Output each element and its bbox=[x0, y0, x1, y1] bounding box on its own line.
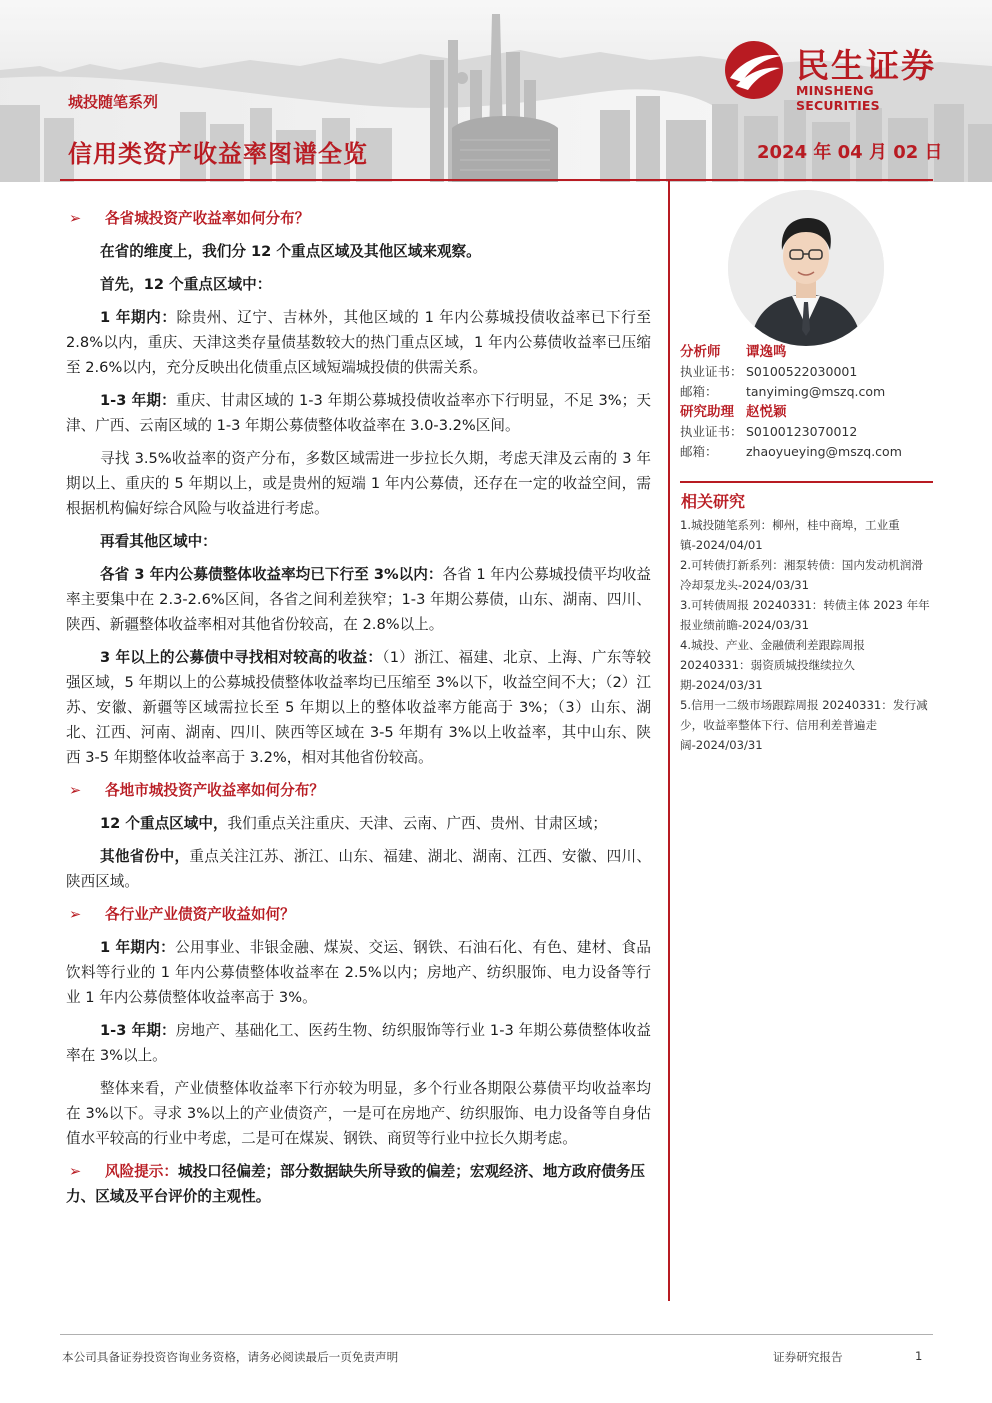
analyst-info-row bbox=[680, 422, 933, 442]
analyst-name-row bbox=[680, 342, 933, 362]
arrow-bullet-icon: ➢ bbox=[69, 906, 82, 923]
paragraph-lead: 在省的维度上，我们分 12 个重点区域及其他区域来观察。 bbox=[100, 243, 481, 260]
company-logo bbox=[720, 38, 960, 113]
related-research-title: 相关研究 bbox=[681, 492, 746, 511]
section-heading-text: 各省城投资产收益率如何分布？ bbox=[105, 210, 310, 227]
related-research-list bbox=[680, 515, 930, 755]
body-paragraph bbox=[66, 844, 651, 894]
analyst-portrait-icon bbox=[728, 190, 884, 346]
paragraph-text: 整体来看，产业债整体收益率下行亦较为明显，多个行业各期限公募债平均收益率均在 3%以下。寻求 3%以上的产业债资产，一是可在房地产、纺织服饰、电力设备等自身估值水平较高的行业中考虑，二是可在煤炭、钢铁、商贸等行业中拉长久期考虑。 bbox=[66, 1080, 651, 1147]
body-paragraph bbox=[66, 1018, 651, 1068]
paragraph-text: 除贵州、辽宁、吉林外，其他区域的 1 年内公募城投债收益率已下行至 2.8%以内，重庆、天津这类存量债基数较大的热门重点区域，1 年内公募债收益率已压缩至 2.6%以内，充分反映出化债重点区域短端城投债的供需关系。 bbox=[66, 309, 651, 376]
header-divider bbox=[60, 179, 933, 181]
risk-label: 风险提示： bbox=[105, 1163, 178, 1180]
logo-chinese-name: 民生证券 bbox=[796, 46, 936, 85]
report-series: 城投随笔系列 bbox=[68, 93, 159, 111]
report-title: 信用类资产收益率图谱全览 bbox=[68, 140, 368, 168]
paragraph-lead: 1 年期内： bbox=[100, 939, 176, 956]
related-research-item[interactable]: 2.可转债打新系列：湘泵转债：国内发动机润滑冷却泵龙头-2024/03/31 bbox=[680, 558, 923, 592]
paragraph-text: 房地产、基础化工、医药生物、纺织服饰等行业 1-3 年期公募债整体收益率在 3%以上。 bbox=[66, 1022, 651, 1064]
paragraph-lead: 首先，12 个重点区域中： bbox=[100, 276, 272, 293]
column-divider bbox=[668, 181, 670, 1301]
arrow-bullet-icon: ➢ bbox=[69, 210, 82, 227]
related-research-item[interactable]: 3.可转债周报 20240331：转债主体 2023 年年报业绩前瞻-2024/03/31 bbox=[680, 598, 930, 632]
body-paragraph bbox=[66, 272, 651, 297]
body-paragraph bbox=[66, 562, 651, 637]
analyst-info-row bbox=[680, 382, 933, 402]
analyst-field-label: 研究助理 bbox=[680, 404, 734, 420]
analyst-field-value: zhaoyueying@mszq.com bbox=[746, 444, 902, 459]
body-paragraph bbox=[66, 529, 651, 554]
footer-report-type: 证券研究报告 bbox=[773, 1350, 843, 1364]
related-research-item[interactable]: 1.城投随笔系列：柳州，桂中商埠，工业重镇-2024/04/01 bbox=[680, 518, 900, 552]
section-heading bbox=[66, 778, 651, 803]
paragraph-text: 重庆、甘肃区域的 1-3 年期公募城投债收益率亦下行明显，不足 3%；天津、广西、云南区域的 1-3 年期公募债整体收益率在 3.0-3.2%区间。 bbox=[66, 392, 651, 434]
summary-body bbox=[66, 206, 651, 1209]
body-paragraph bbox=[66, 935, 651, 1010]
analyst-list bbox=[680, 342, 933, 462]
body-paragraph bbox=[66, 811, 651, 836]
analyst-field-label: 执业证书： bbox=[680, 364, 743, 379]
paragraph-text: 公用事业、非银金融、煤炭、交运、钢铁、石油石化、有色、建材、食品饮料等行业的 1 年内公募债整体收益率在 2.5%以内；房地产、纺织服饰、电力设备等行业 1 年内公募债整体收益率高于 3%。 bbox=[66, 939, 651, 1006]
analyst-field-label: 邮箱： bbox=[680, 384, 718, 399]
paragraph-text: （1）浙江、福建、北京、上海、广东等较强区域，5 年期以上的公募城投债整体收益率均已压缩至 3%以下，收益空间不大；（2）江苏、安徽、新疆等区域需拉长至 5 年期以上的整体收益率方能高于 3%；（3）山东、湖北、江西、河南、湖南、四川、陕西等区域在 3-5 年期有 3%以上收益率，其中山东、陕西 3-5 年期整体收益率高于 3.2%，相对其他省份较高。 bbox=[66, 649, 651, 766]
paragraph-lead: 再看其他区域中： bbox=[100, 533, 217, 550]
analyst-field-label: 执业证书： bbox=[680, 424, 743, 439]
paragraph-text: 重点关注江苏、浙江、山东、福建、湖北、湖南、江西、安徽、四川、陕西区域。 bbox=[66, 848, 651, 890]
paragraph-lead: 1-3 年期： bbox=[100, 392, 176, 409]
header-banner bbox=[0, 0, 992, 182]
body-paragraph bbox=[66, 446, 651, 521]
analyst-field-value: S0100522030001 bbox=[746, 364, 858, 379]
body-paragraph bbox=[66, 305, 651, 380]
related-research-item[interactable]: 4.城投、产业、金融债利差跟踪周报 20240331：弱资质城投继续拉久期-2024/03/31 bbox=[680, 638, 865, 692]
paragraph-lead: 其他省份中， bbox=[100, 848, 190, 865]
analyst-field-value: S0100123070012 bbox=[746, 424, 858, 439]
analyst-photo bbox=[728, 190, 884, 346]
risk-text: 城投口径偏差；部分数据缺失所导致的偏差；宏观经济、地方政府债务压力、区域及平台评价的主观性。 bbox=[66, 1163, 645, 1205]
paragraph-text: 我们重点关注重庆、天津、云南、广西、贵州、甘肃区域； bbox=[227, 815, 607, 832]
analyst-name-row bbox=[680, 402, 933, 422]
analyst-field-value: 谭逸鸣 bbox=[746, 344, 787, 360]
footer-divider bbox=[60, 1334, 933, 1335]
body-paragraph bbox=[66, 239, 651, 264]
paragraph-text: 寻找 3.5%收益率的资产分布，多数区域需进一步拉长久期，考虑天津及云南的 3 年期以上、重庆的 5 年期以上，或是贵州的短端 1 年内公募债，还存在一定的收益空间，需根据机构偏好综合风险与收益进行考虑。 bbox=[66, 450, 651, 517]
logo-english-name: MINSHENG SECURITIES bbox=[796, 83, 880, 113]
related-research-item[interactable]: 5.信用一二级市场跟踪周报 20240331：发行减少，收益率整体下行、信用利差普遍走阔-2024/03/31 bbox=[680, 698, 928, 752]
section-heading-text: 各地市城投资产收益率如何分布？ bbox=[105, 782, 324, 799]
risk-warning bbox=[66, 1159, 651, 1209]
page-number: 1 bbox=[915, 1349, 923, 1363]
paragraph-lead: 3 年以上的公募债中寻找相对较高的收益： bbox=[100, 649, 383, 666]
report-date: 2024 年 04 月 02 日 bbox=[757, 142, 943, 163]
section-heading-text: 各行业产业债资产收益如何？ bbox=[105, 906, 295, 923]
section-heading bbox=[66, 902, 651, 927]
paragraph-lead: 1-3 年期： bbox=[100, 1022, 176, 1039]
arrow-bullet-icon: ➢ bbox=[69, 782, 82, 799]
body-paragraph bbox=[66, 1076, 651, 1151]
paragraph-lead: 1 年期内： bbox=[100, 309, 177, 326]
minsheng-logo-icon bbox=[720, 38, 790, 100]
paragraph-lead: 各省 3 年内公募债整体收益率均已下行至 3%以内： bbox=[100, 566, 443, 583]
arrow-bullet-icon: ➢ bbox=[69, 1163, 82, 1180]
paragraph-lead: 12 个重点区域中， bbox=[100, 815, 228, 832]
analyst-field-label: 邮箱： bbox=[680, 444, 718, 459]
paragraph-text: 各省 1 年内公募城投债平均收益率主要集中在 2.3-2.6%区间，各省之间利差狭窄；1-3 年期公募债，山东、湖南、四川、陕西、新疆整体收益率相对其他省份较高，在 2.8%以上。 bbox=[66, 566, 651, 633]
footer-disclaimer: 本公司具备证券投资咨询业务资格，请务必阅读最后一页免责声明 bbox=[62, 1350, 399, 1364]
analyst-info-row bbox=[680, 442, 933, 462]
body-paragraph bbox=[66, 645, 651, 770]
section-heading bbox=[66, 206, 651, 231]
analyst-info-row bbox=[680, 362, 933, 382]
analyst-field-value: tanyiming@mszq.com bbox=[746, 384, 886, 399]
analyst-field-label: 分析师 bbox=[680, 344, 721, 360]
analyst-field-value: 赵悦颖 bbox=[746, 404, 787, 420]
body-paragraph bbox=[66, 388, 651, 438]
related-divider bbox=[680, 481, 933, 483]
